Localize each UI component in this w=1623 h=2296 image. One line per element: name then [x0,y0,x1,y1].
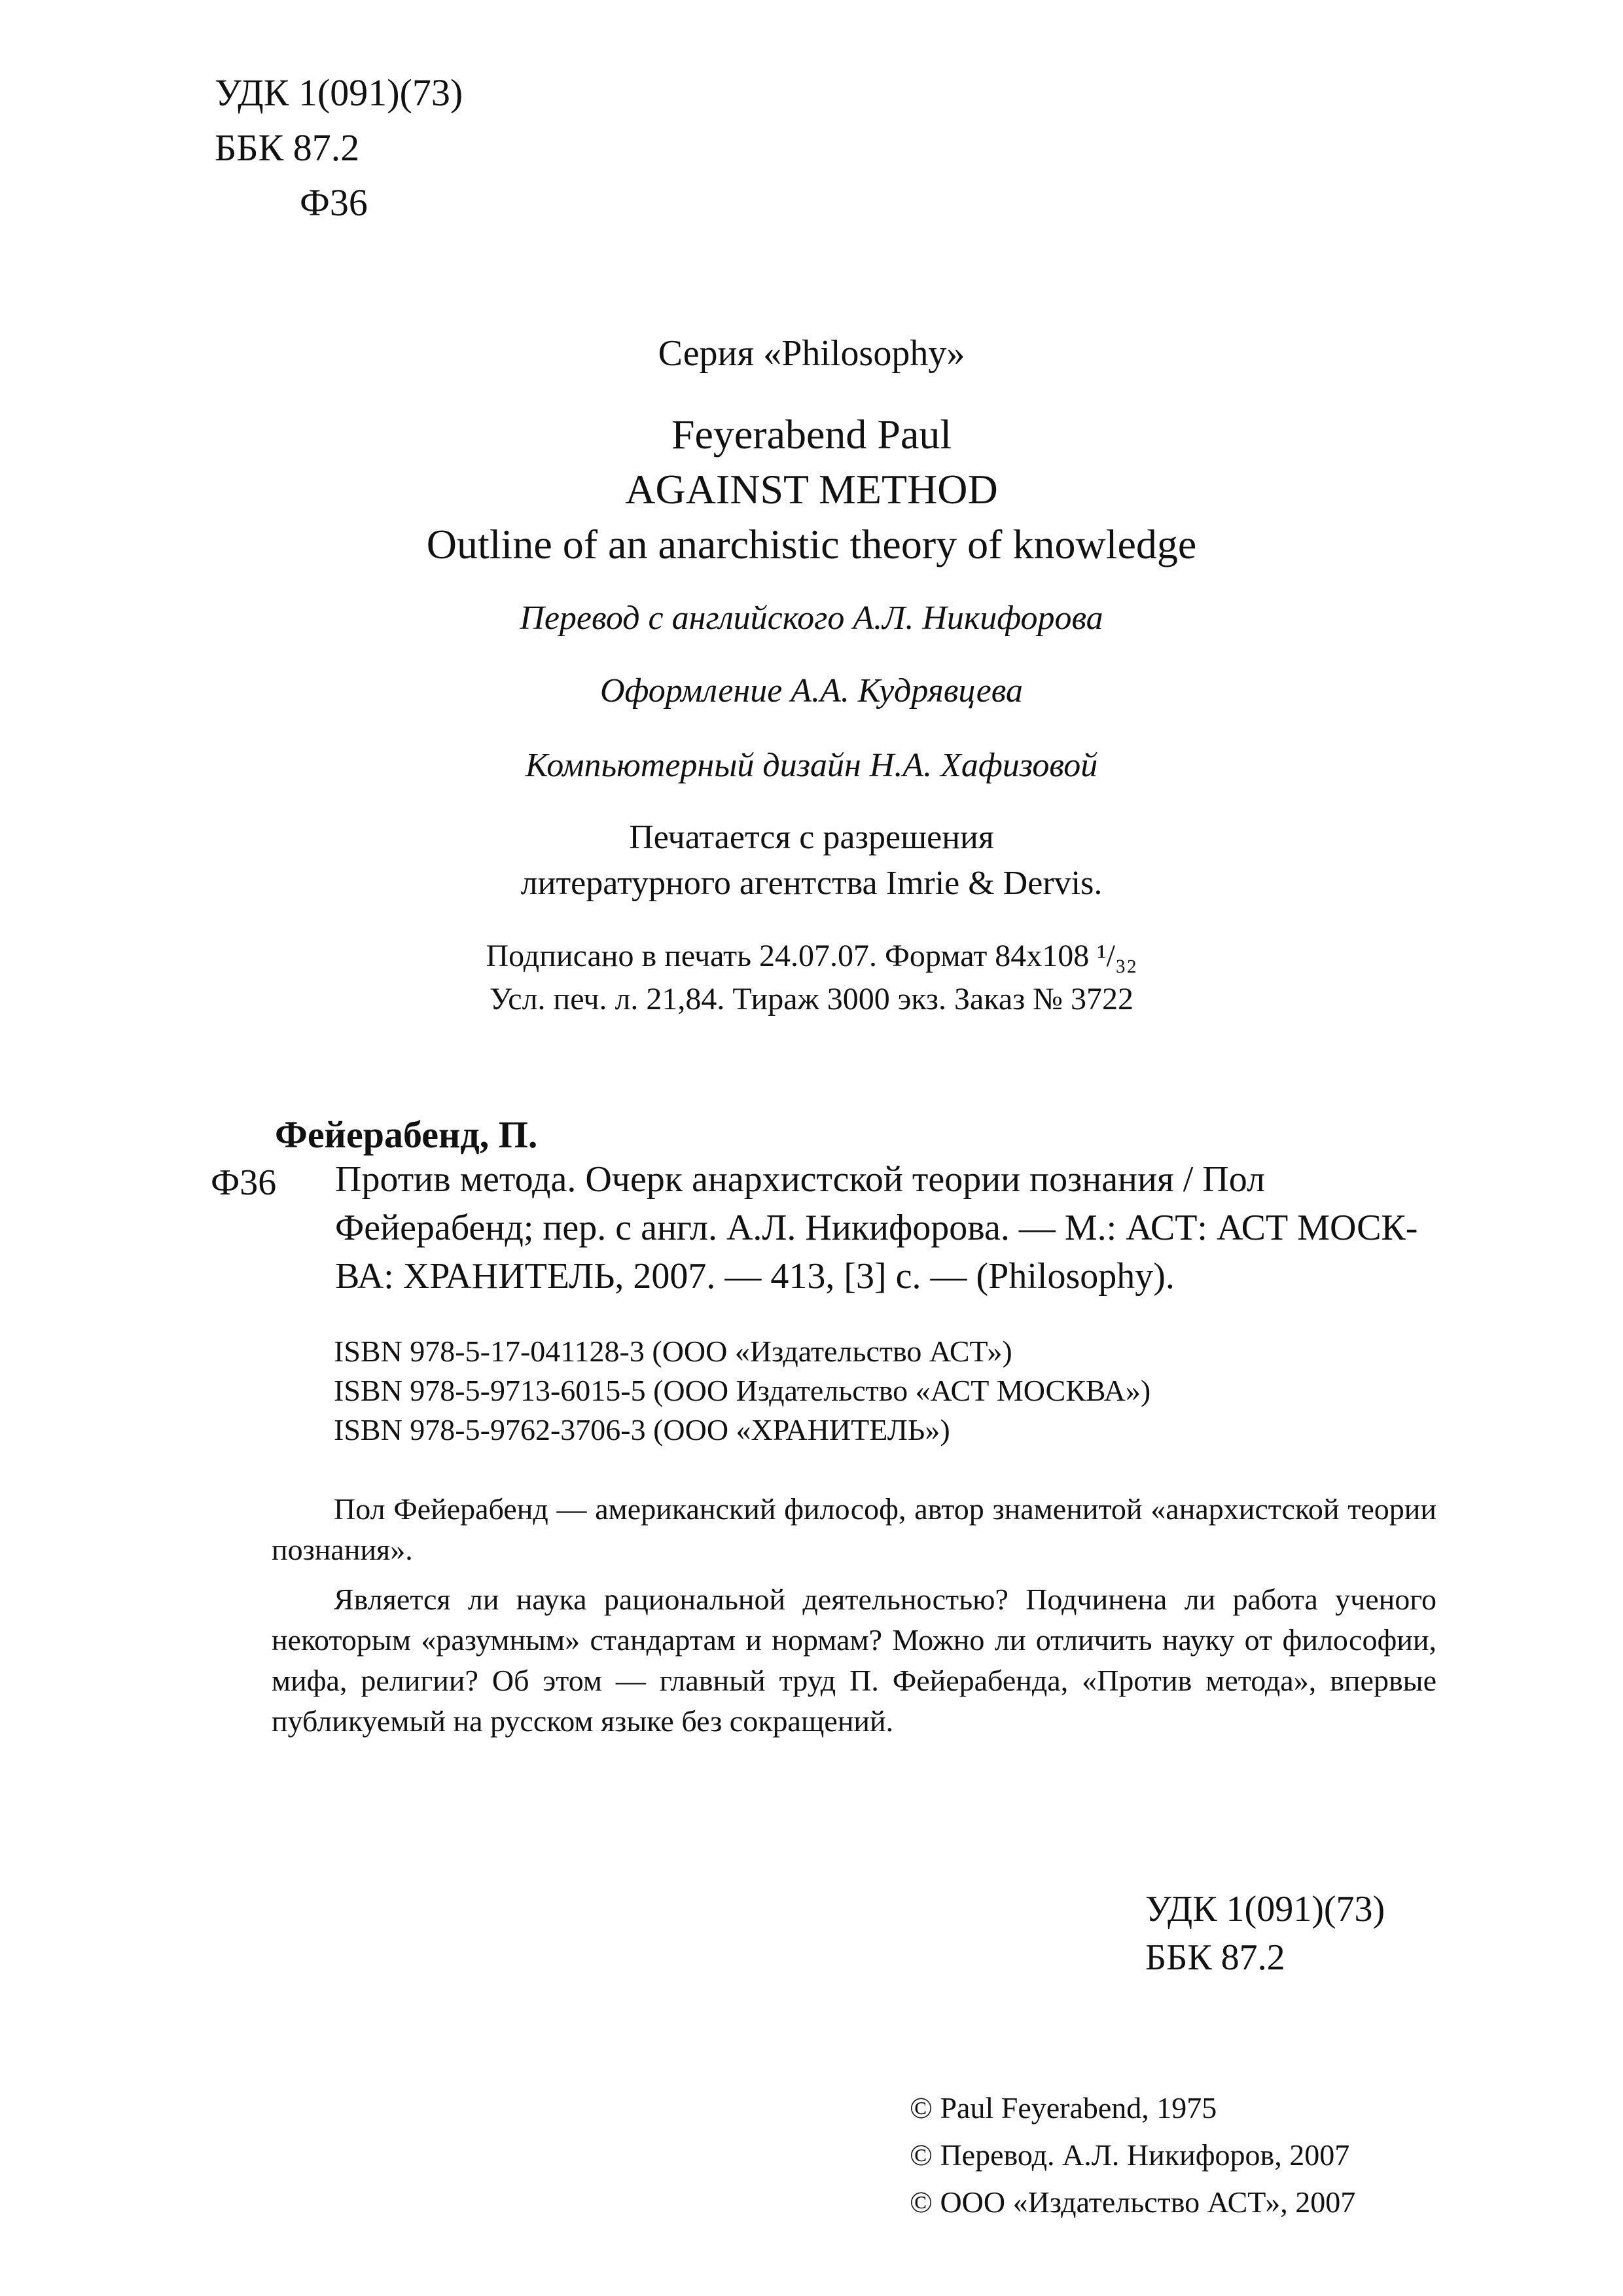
copyright-line: © ООО «Издательство АСТ», 2007 [910,2185,1356,2219]
annotation-paragraph-2: Является ли наука рациональной деятельностью? Подчинена ли работа ученого некоторым «разумным» стандартам и нормам? Можно ли отличить науку от философии, мифа, религии? Об этом — главный труд П. Фейерабенда, «Против метода», впервые публикуемый на русском языке без сокращений. [272,1583,1436,1738]
isbn-list [334,1332,1150,1450]
print-info [0,935,1623,1021]
original-author: Feyerabend Paul [671,411,952,457]
original-title: AGAINST METHOD [625,466,998,512]
permission-line-2: литературного агентства Imrie & Dervis. [520,865,1103,902]
record-author-heading: Фейерабенд, П. [275,1113,538,1156]
record-line-1: Против метода. Очерк анархистской теории познания / Пол [335,1159,1265,1200]
record-line-2: Фейерабенд; пер. с англ. А.Л. Никифорова. — М.: АСТ: АСТ МОСК- [335,1208,1418,1248]
isbn-item: ISBN 978-5-9713-6015-5 (ООО Издательство «АСТ МОСКВА») [334,1374,1151,1407]
author-mark: Ф36 [300,181,368,224]
computer-design-credit: Компьютерный дизайн Н.А. Хафизовой [525,747,1098,784]
annotation-paragraph-1: Пол Фейерабенд — американский философ, автор знаменитой «анархистской теории познания». [272,1492,1436,1566]
record-line-3: ВА: ХРАНИТЕЛЬ, 2007. — 413, [3] с. — (Philosophy). [335,1256,1175,1297]
record-code: Ф36 [211,1162,277,1203]
bbk-code: ББК 87.2 [215,126,360,169]
series-label: Серия «Philosophy» [658,333,965,374]
permission-note [0,815,1623,906]
classification-bottom [1145,1885,1385,1982]
print-info-line-2: Усл. печ. л. 21,84. Тираж 3000 экз. Заказ № 3722 [490,982,1133,1016]
isbn-item: ISBN 978-5-9762-3706-3 (ООО «ХРАНИТЕЛЬ») [334,1413,950,1446]
udk-code-bottom: УДК 1(091)(73) [1145,1889,1385,1929]
translator-credit: Перевод с английского А.Л. Никифорова [520,600,1103,637]
original-title-block [0,407,1623,572]
udk-code: УДК 1(091)(73) [215,71,463,114]
original-subtitle: Outline of an anarchistic theory of knowledge [426,521,1197,567]
copyright-line: © Paul Feyerabend, 1975 [910,2091,1217,2125]
designer-credit: Оформление А.А. Кудрявцева [599,672,1023,709]
classification-top [215,65,463,230]
bibliographic-record [335,1155,1435,1300]
isbn-item: ISBN 978-5-17-041128-3 (ООО «Издательство АСТ») [334,1335,1012,1368]
annotation [272,1489,1436,1742]
print-info-line-1: Подписано в печать 24.07.07. Формат 84x108 ¹/₃₂ [486,939,1137,973]
copyright-block [910,2085,1355,2226]
permission-line-1: Печатается с разрешения [629,819,994,856]
bbk-code-bottom: ББК 87.2 [1145,1937,1285,1978]
copyright-line: © Перевод. А.Л. Никифоров, 2007 [910,2138,1350,2172]
